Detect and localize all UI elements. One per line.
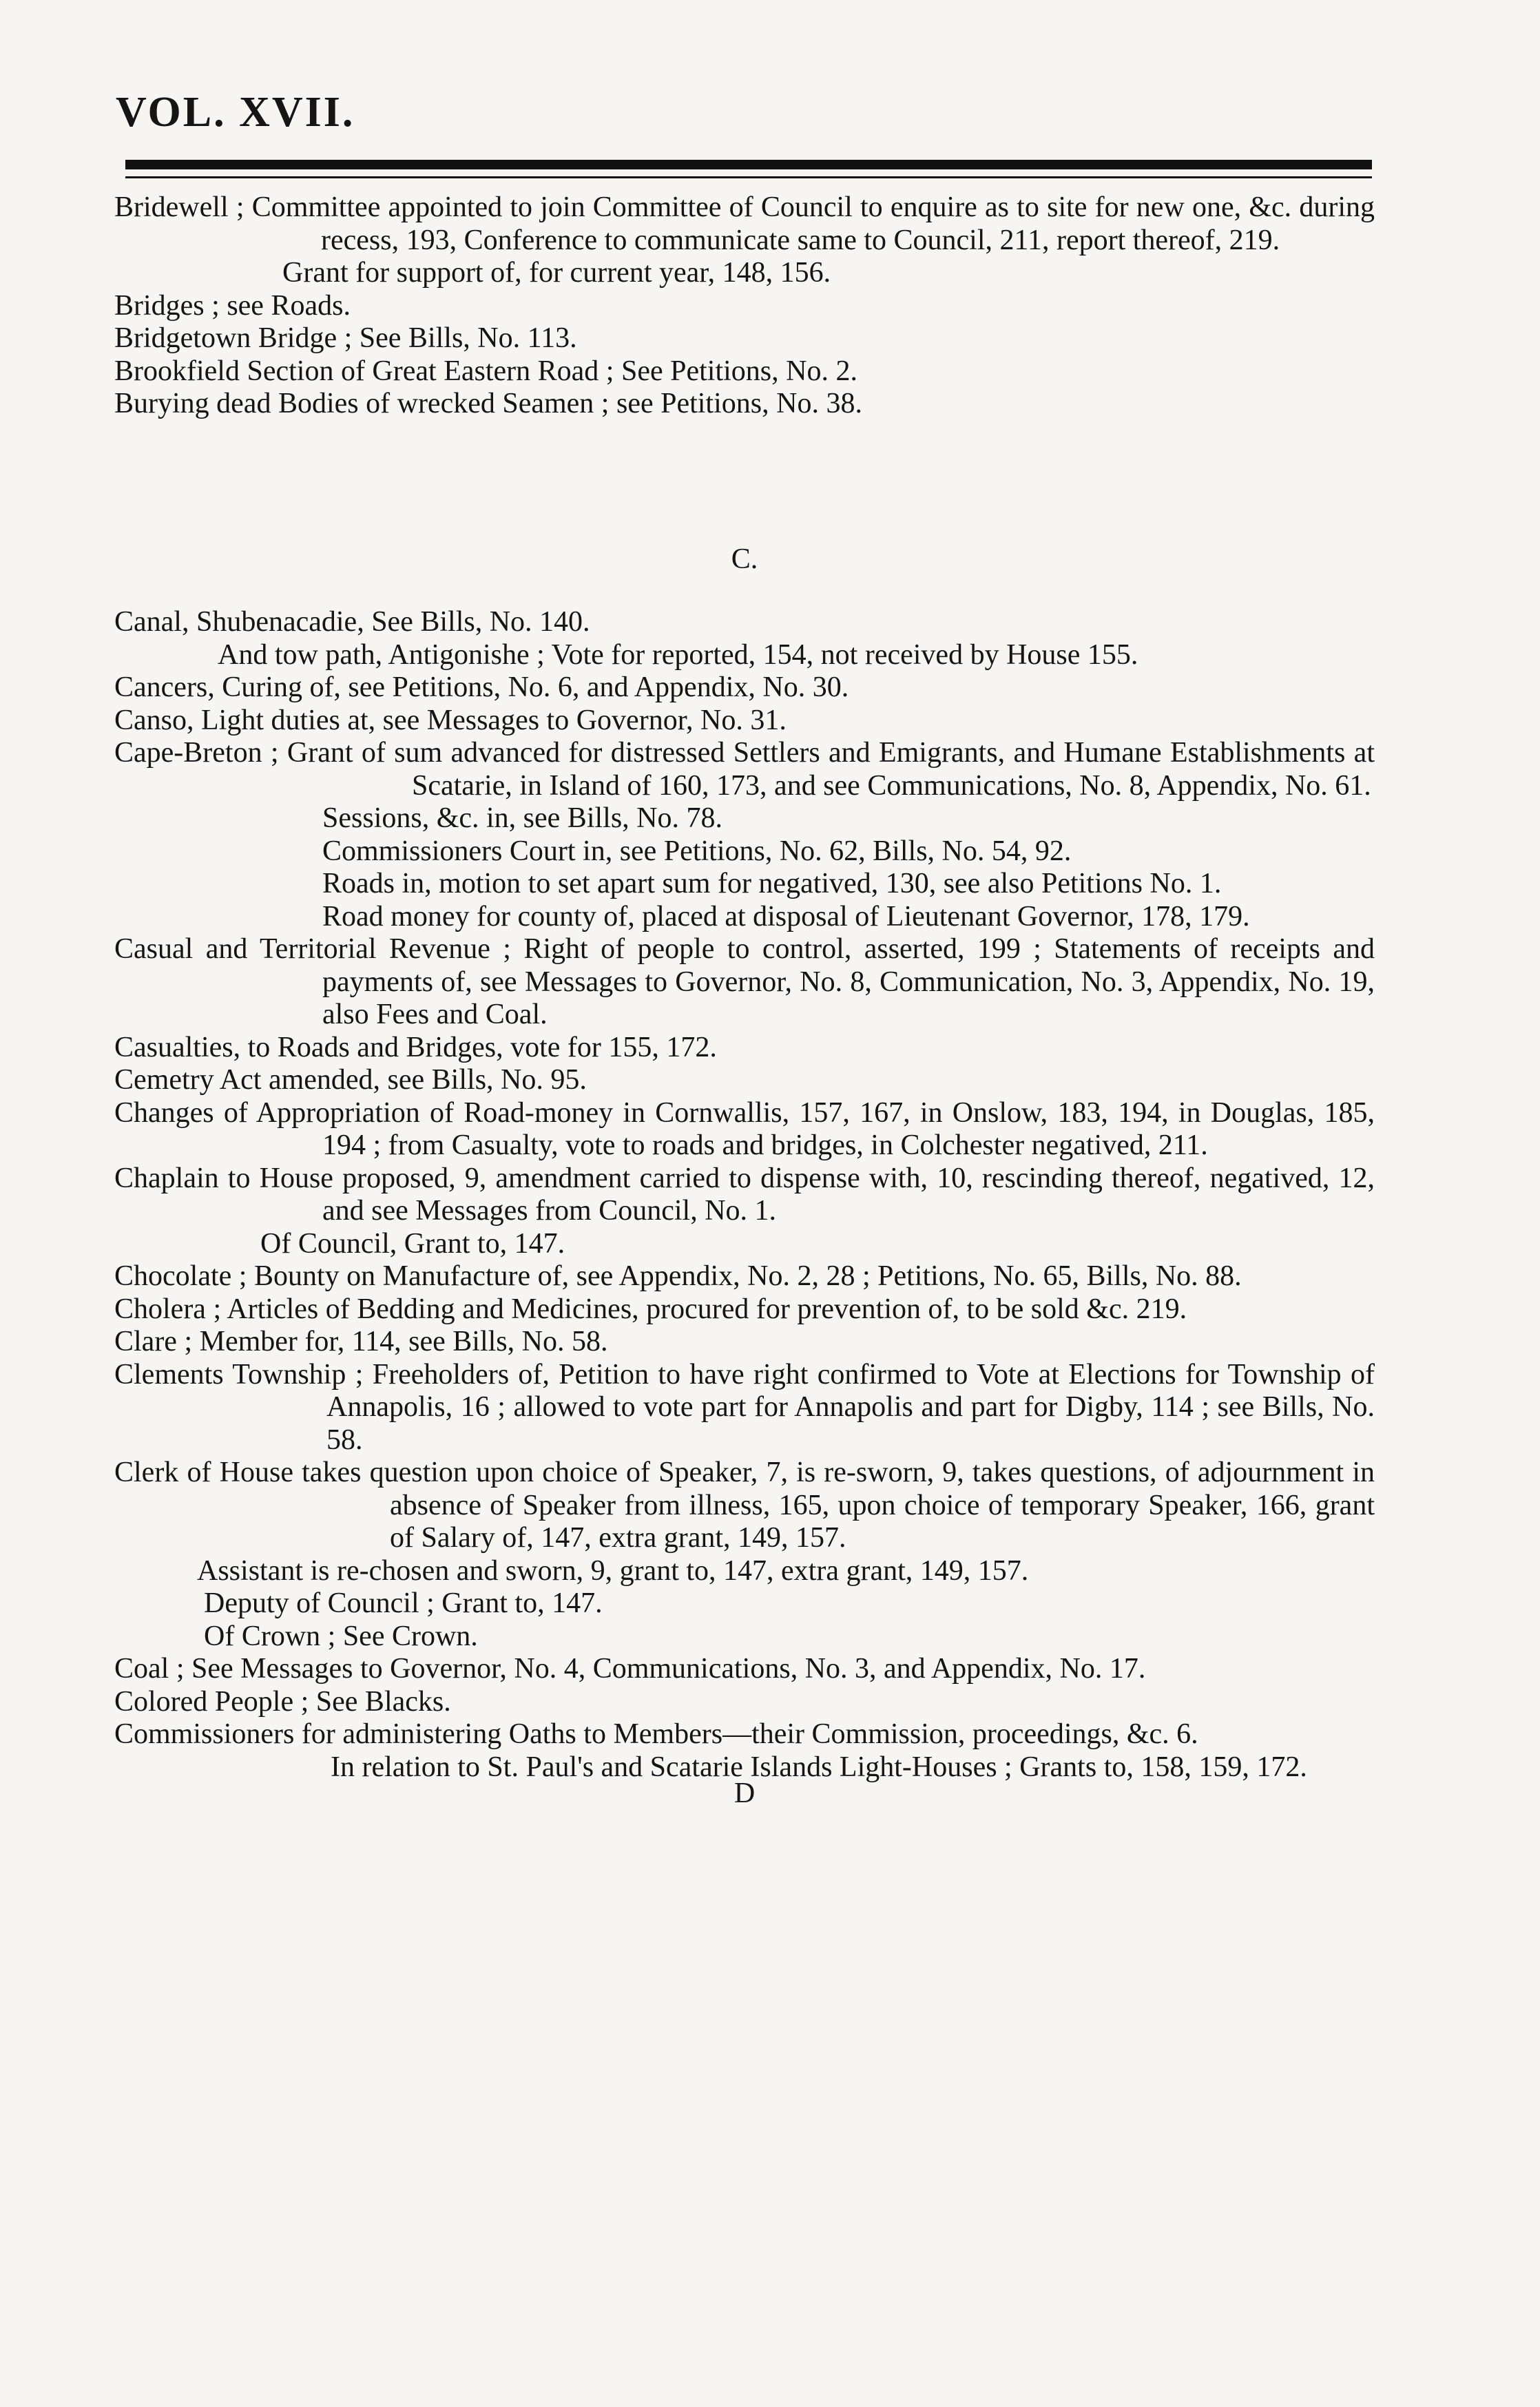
index-body [114, 191, 1375, 1807]
index-entry: Bridgetown Bridge ; See Bills, No. 113. [114, 322, 577, 354]
section-heading: C. [731, 543, 758, 575]
index-entry: Clerk of House takes question upon choice of Speaker, 7, is re-sworn, 9, takes questions, of adjournment in absence of Speaker from illness, 165, upon choice of temporary Speaker, 166, grant of Salary of, 147, extra grant, 149, 157. [114, 1457, 1375, 1554]
index-entry: Deputy of Council ; Grant to, 147. [204, 1587, 603, 1619]
index-entry: Bridges ; see Roads. [114, 289, 351, 322]
index-entry: Canal, Shubenacadie, See Bills, No. 140. [114, 606, 590, 638]
index-entry: Sessions, &c. in, see Bills, No. 78. [322, 802, 723, 834]
header-rule-thin [125, 176, 1372, 178]
index-entry: Clements Township ; Freeholders of, Petition to have right confirmed to Vote at Elections for Township of Annapolis, 16 ; allowed to vote part for Annapolis and part for Digby, 114 ; see Bills, No. 58. [114, 1358, 1375, 1456]
index-entry: In relation to St. Paul's and Scatarie Islands Light-Houses ; Grants to, 158, 159, 172. [331, 1751, 1307, 1783]
index-entry: Canso, Light duties at, see Messages to Governor, No. 31. [114, 704, 787, 736]
index-entry: Brookfield Section of Great Eastern Road ; See Petitions, No. 2. [114, 355, 857, 387]
index-entry: Chaplain to House proposed, 9, amendment carried to dispense with, 10, rescinding thereof, negatived, 12, and see Messages from Council, No. 1. [114, 1162, 1375, 1227]
index-entry: Road money for county of, placed at disposal of Lieutenant Governor, 178, 179. [322, 900, 1250, 932]
index-entry: Of Crown ; See Crown. [204, 1620, 478, 1652]
index-entry: Clare ; Member for, 114, see Bills, No. 58. [114, 1326, 608, 1357]
index-entry: Grant for support of, for current year, 148, 156. [282, 257, 831, 289]
index-entry: Casual and Territorial Revenue ; Right of people to control, asserted, 199 ; Statements of receipts and payments of, see Messages to Governor, No. 8, Communication, No. 3, Appendix, No. 19, also Fees and Coal. [114, 933, 1375, 1030]
index-entry: Assistant is re-chosen and sworn, 9, grant to, 147, extra grant, 149, 157. [197, 1554, 1029, 1587]
index-entry: Chocolate ; Bounty on Manufacture of, see Appendix, No. 2, 28 ; Petitions, No. 65, Bills, No. 88. [114, 1260, 1242, 1292]
index-entry: Cholera ; Articles of Bedding and Medicines, procured for prevention of, to be sold &c. 219. [114, 1293, 1187, 1325]
index-entry: Cemetry Act amended, see Bills, No. 95. [114, 1064, 587, 1096]
index-entry: Commissioners Court in, see Petitions, No. 62, Bills, No. 54, 92. [322, 835, 1072, 867]
index-entry: Coal ; See Messages to Governor, No. 4, Communications, No. 3, and Appendix, No. 17. [114, 1653, 1146, 1685]
index-entry: Bridewell ; Committee appointed to join Committee of Council to enquire as to site for new one, &c. during recess, 193, Conference to communicate same to Council, 211, report thereof, 219. [114, 191, 1375, 256]
header-rule-thick [125, 160, 1372, 169]
index-entry: And tow path, Antigonishe ; Vote for reported, 154, not received by House 155. [218, 638, 1138, 671]
index-entry: Cape-Breton ; Grant of sum advanced for distressed Settlers and Emigrants, and Humane Establishments at Scatarie, in Island of 160, 173, and see Communications, No. 8, Appendix, No. 61. [114, 737, 1375, 802]
index-entry: Commissioners for administering Oaths to Members—their Commission, proceedings, &c. 6. [114, 1718, 1198, 1750]
section-heading: D [733, 1778, 756, 1809]
index-entry: Cancers, Curing of, see Petitions, No. 6, and Appendix, No. 30. [114, 671, 849, 703]
index-entry: Burying dead Bodies of wrecked Seamen ; see Petitions, No. 38. [114, 388, 862, 419]
index-entry: Casualties, to Roads and Bridges, vote for 155, 172. [114, 1031, 717, 1063]
volume-header: VOL. XVII. [116, 89, 355, 136]
index-entry: Changes of Appropriation of Road-money in Cornwallis, 157, 167, in Onslow, 183, 194, in Douglas, 185, 194 ; from Casualty, vote to roads and bridges, in Colchester negatived, 211. [114, 1096, 1375, 1161]
index-entry: Of Council, Grant to, 147. [260, 1227, 565, 1260]
index-entry: Colored People ; See Blacks. [114, 1685, 451, 1718]
index-entry: Roads in, motion to set apart sum for negatived, 130, see also Petitions No. 1. [322, 868, 1222, 899]
